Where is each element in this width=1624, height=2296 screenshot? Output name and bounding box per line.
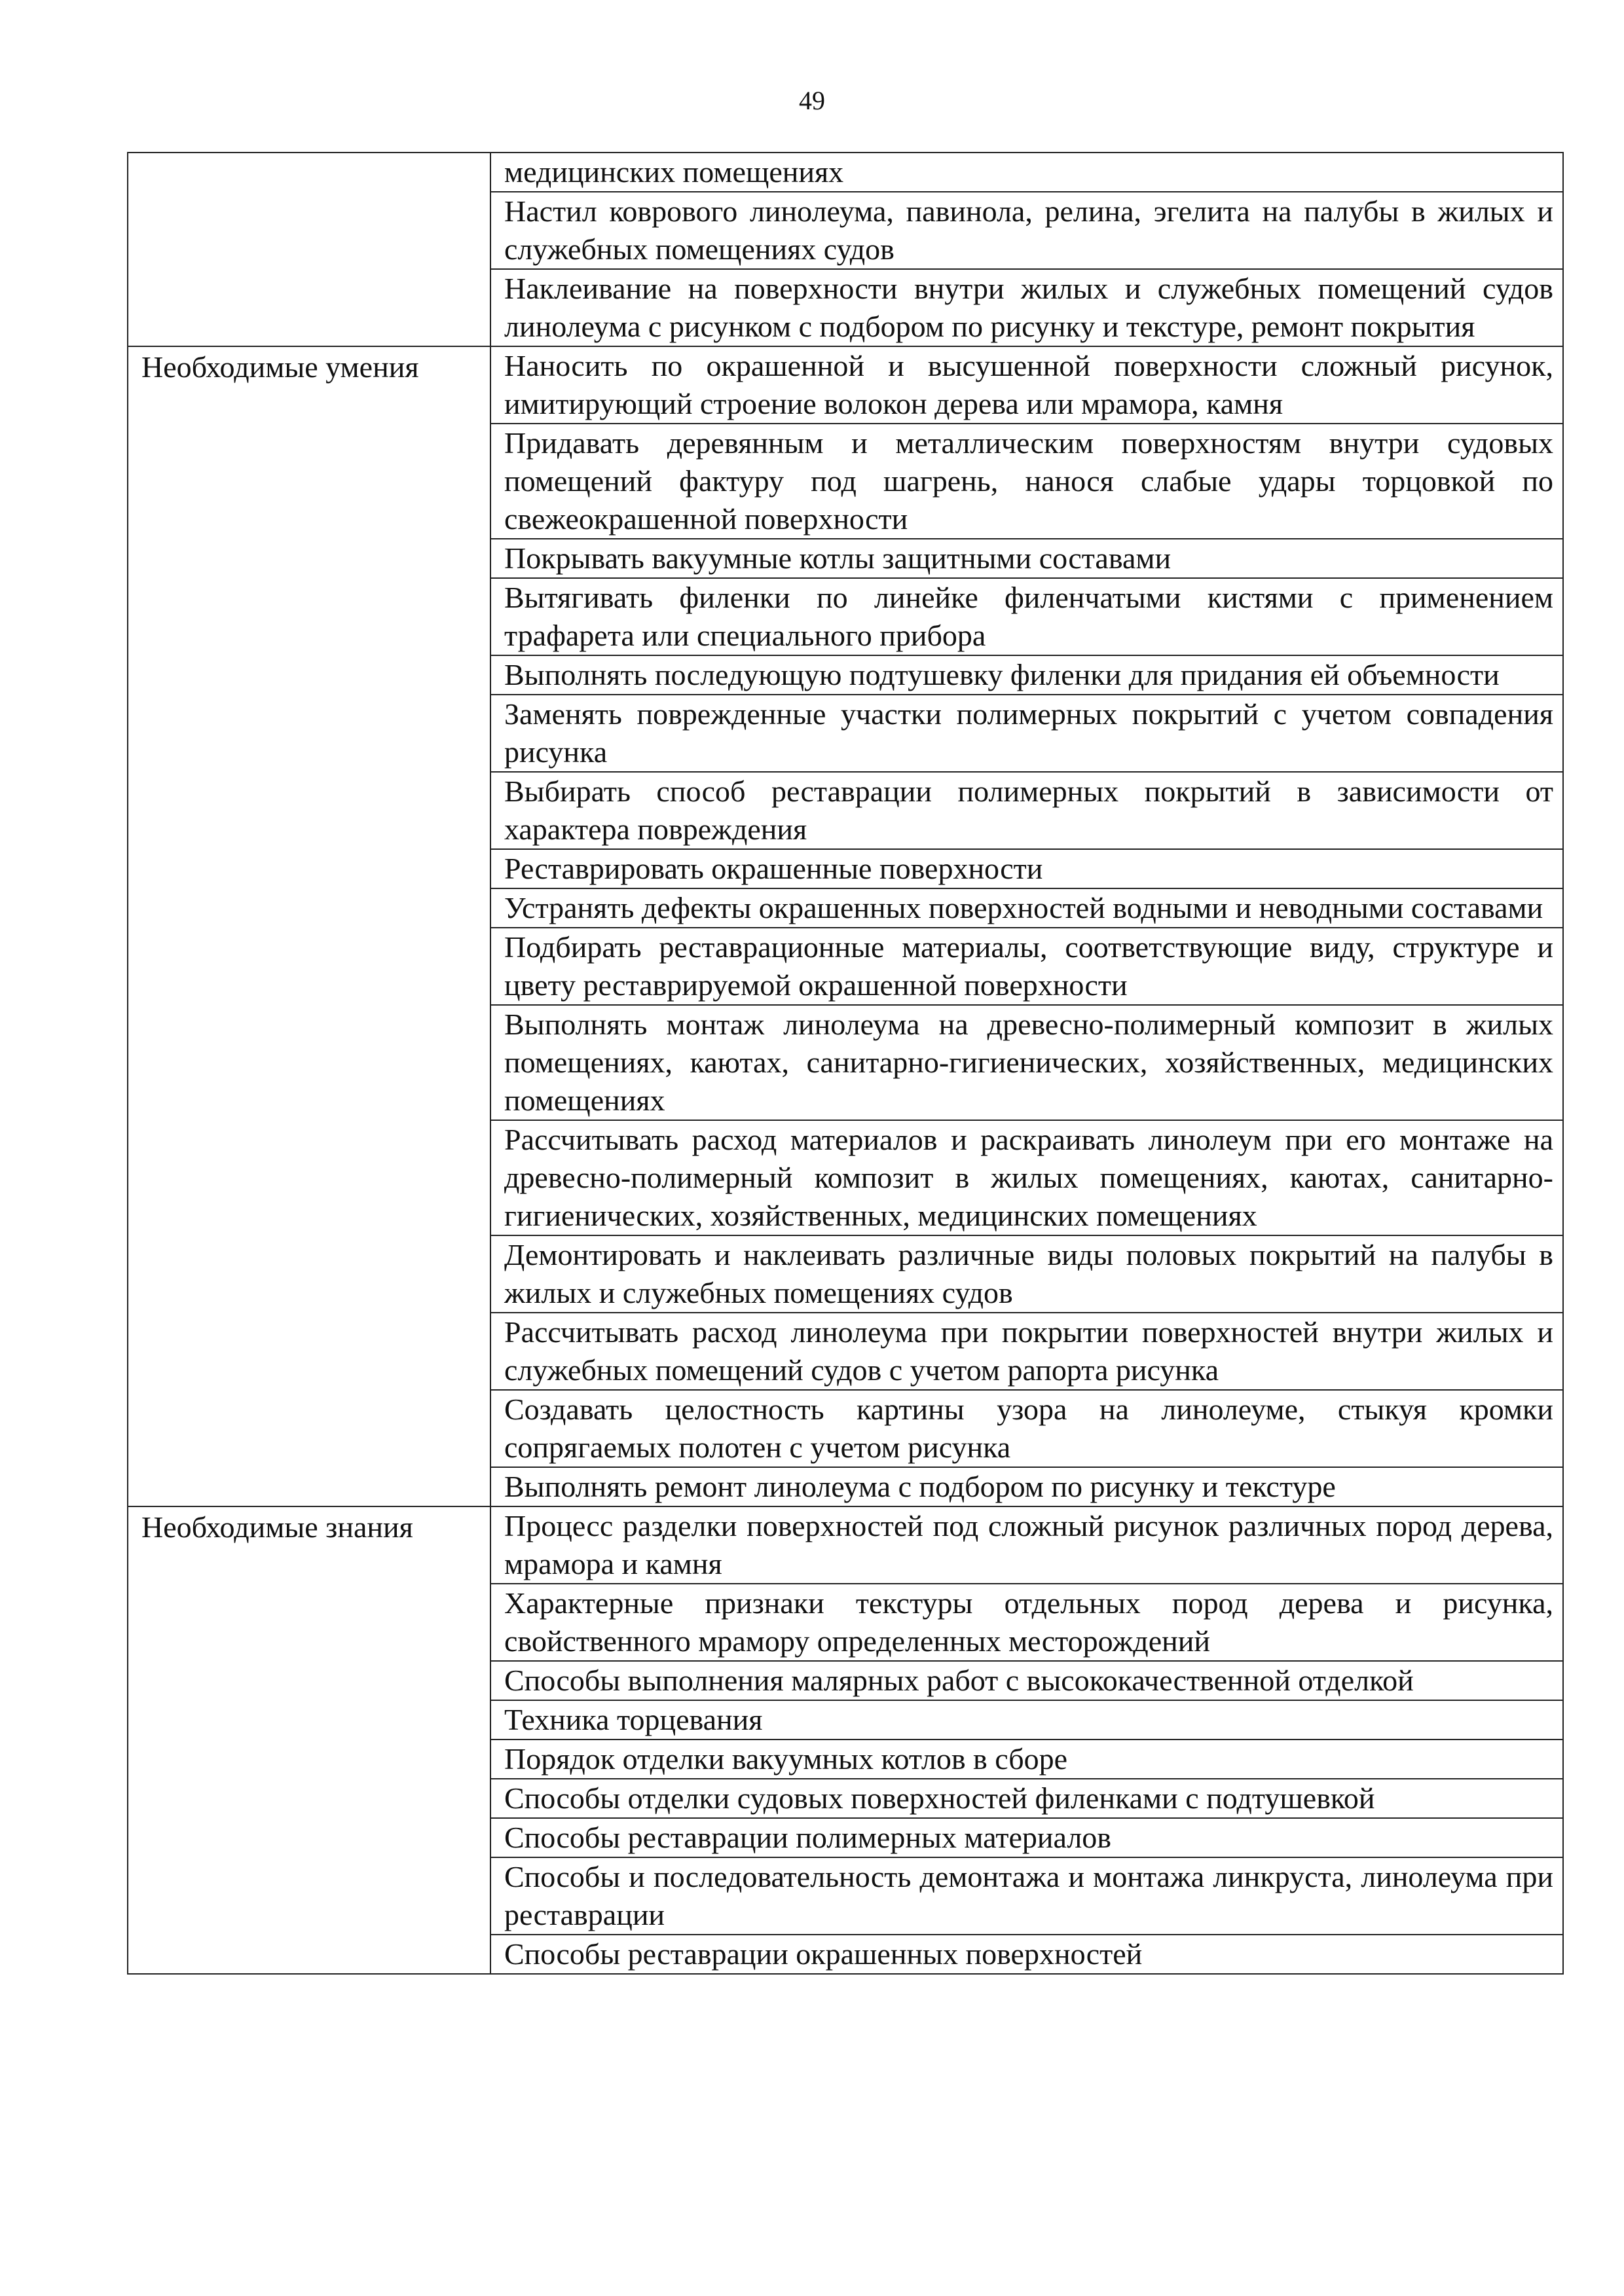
table-cell-item: Выполнять последующую подтушевку филенки для придания ей объемности bbox=[490, 655, 1563, 695]
table-cell-item: Покрывать вакуумные котлы защитными составами bbox=[490, 539, 1563, 578]
table-cell-item: Порядок отделки вакуумных котлов в сборе bbox=[490, 1740, 1563, 1779]
table-row bbox=[128, 346, 1563, 424]
table-cell-item: медицинских помещениях bbox=[490, 153, 1563, 192]
table-cell-item: Подбирать реставрационные материалы, соответствующие виду, структуре и цвету реставрируемой окрашенной поверхности bbox=[490, 928, 1563, 1005]
table-cell-item: Процесс разделки поверхностей под сложный рисунок различных пород дерева, мрамора и камня bbox=[490, 1506, 1563, 1584]
table-cell-item: Выбирать способ реставрации полимерных покрытий в зависимости от характера повреждения bbox=[490, 772, 1563, 849]
table-cell-item: Наносить по окрашенной и высушенной поверхности сложный рисунок, имитирующий строение волокон дерева или мрамора, камня bbox=[490, 346, 1563, 424]
table-cell-item: Способы отделки судовых поверхностей филенками с подтушевкой bbox=[490, 1779, 1563, 1818]
table-cell-item: Рассчитывать расход материалов и раскраивать линолеум при его монтаже на древесно-полимерный композит в жилых помещениях, каютах, санитарно-гигиенических, хозяйственных, медицинских помещениях bbox=[490, 1120, 1563, 1235]
section-label: Необходимые умения bbox=[128, 346, 490, 1506]
table-cell-item: Вытягивать филенки по линейке филенчатыми кистями с применением трафарета или специального прибора bbox=[490, 578, 1563, 655]
table-cell-item: Способы реставрации окрашенных поверхностей bbox=[490, 1935, 1563, 1974]
table-cell-item: Демонтировать и наклеивать различные виды половых покрытий на палубы в жилых и служебных помещениях судов bbox=[490, 1235, 1563, 1313]
table-cell-item: Способы реставрации полимерных материалов bbox=[490, 1818, 1563, 1857]
table-cell-item: Способы выполнения малярных работ с высококачественной отделкой bbox=[490, 1661, 1563, 1700]
table-cell-item: Характерные признаки текстуры отдельных пород дерева и рисунка, свойственного мрамору определенных месторождений bbox=[490, 1584, 1563, 1661]
table-cell-item: Придавать деревянным и металлическим поверхностям внутри судовых помещений фактуру под шагрень, нанося слабые удары торцовкой по свежеокрашенной поверхности bbox=[490, 424, 1563, 539]
table-cell-item: Настил коврового линолеума, павинола, релина, эгелита на палубы в жилых и служебных помещениях судов bbox=[490, 192, 1563, 269]
table-body bbox=[128, 153, 1563, 1974]
table-row bbox=[128, 1506, 1563, 1584]
table-cell-item: Наклеивание на поверхности внутри жилых и служебных помещений судов линолеума с рисунком с подбором по рисунку и текстуре, ремонт покрытия bbox=[490, 269, 1563, 346]
section-label: Необходимые знания bbox=[128, 1506, 490, 1974]
table-cell-item: Устранять дефекты окрашенных поверхностей водными и неводными составами bbox=[490, 888, 1563, 928]
table-cell-item: Выполнять ремонт линолеума с подбором по рисунку и текстуре bbox=[490, 1467, 1563, 1506]
table-cell-item: Рассчитывать расход линолеума при покрытии поверхностей внутри жилых и служебных помещений судов с учетом рапорта рисунка bbox=[490, 1313, 1563, 1390]
competency-table bbox=[127, 152, 1564, 1975]
table-cell-item: Создавать целостность картины узора на линолеуме, стыкуя кромки сопрягаемых полотен с учетом рисунка bbox=[490, 1390, 1563, 1467]
table-cell-item: Заменять поврежденные участки полимерных покрытий с учетом совпадения рисунка bbox=[490, 695, 1563, 772]
page-number: 49 bbox=[799, 86, 825, 115]
table-cell-item: Способы и последовательность демонтажа и монтажа линкруста, линолеума при реставрации bbox=[490, 1857, 1563, 1935]
table-cell-item: Реставрировать окрашенные поверхности bbox=[490, 849, 1563, 888]
table-cell-item: Техника торцевания bbox=[490, 1700, 1563, 1740]
section-label bbox=[128, 153, 490, 346]
table-cell-item: Выполнять монтаж линолеума на древесно-полимерный композит в жилых помещениях, каютах, санитарно-гигиенических, хозяйственных, медицинских помещениях bbox=[490, 1005, 1563, 1120]
table-row bbox=[128, 153, 1563, 192]
